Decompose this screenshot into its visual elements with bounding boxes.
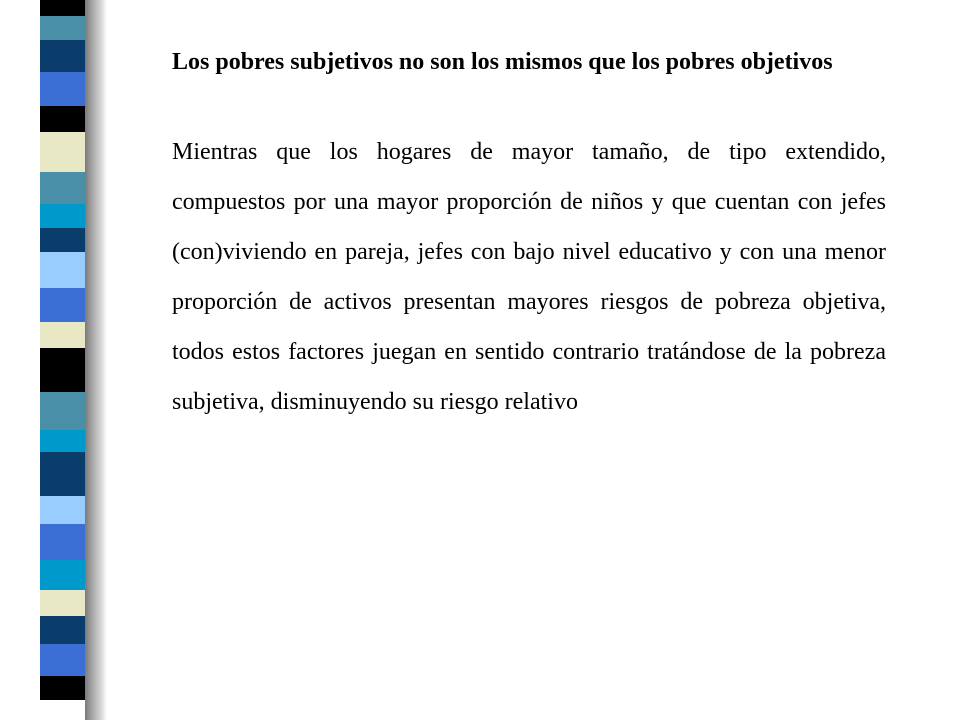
decorative-stripe <box>40 106 85 132</box>
decorative-stripe <box>40 16 85 40</box>
decorative-stripe <box>40 172 85 204</box>
decorative-stripe <box>40 228 85 252</box>
decorative-stripe <box>40 616 85 644</box>
decorative-stripe <box>40 204 85 228</box>
stripe-shadow <box>85 0 107 720</box>
decorative-stripe <box>40 72 85 106</box>
decorative-stripe <box>40 676 85 700</box>
decorative-stripe <box>40 590 85 616</box>
decorative-stripe <box>40 644 85 676</box>
decorative-stripe <box>40 452 85 496</box>
decorative-stripe-bar <box>40 0 85 720</box>
decorative-stripe <box>40 132 85 172</box>
decorative-stripe <box>40 322 85 348</box>
decorative-stripe <box>40 348 85 392</box>
decorative-stripe <box>40 392 85 430</box>
slide-body-text: Mientras que los hogares de mayor tamaño, de tipo extendido, compuestos por una mayor proporción de niños y que cuentan con jefes (con)viviendo en pareja, jefes con bajo nivel educativo y con una menor proporción de activos presentan mayores riesgos de pobreza objetiva, todos estos factores juegan en sentido contrario tratándose de la pobreza subjetiva, disminuyendo su riesgo relativo <box>172 139 886 415</box>
decorative-stripe <box>40 496 85 524</box>
decorative-stripe <box>40 252 85 288</box>
decorative-stripe <box>40 524 85 560</box>
decorative-stripe <box>40 560 85 590</box>
decorative-stripe <box>40 0 85 16</box>
slide-title: Los pobres subjetivos no son los mismos que los pobres objetivos <box>172 49 833 75</box>
decorative-stripe <box>40 288 85 322</box>
slide-content <box>172 46 886 427</box>
decorative-stripe <box>40 430 85 452</box>
decorative-stripe <box>40 40 85 72</box>
